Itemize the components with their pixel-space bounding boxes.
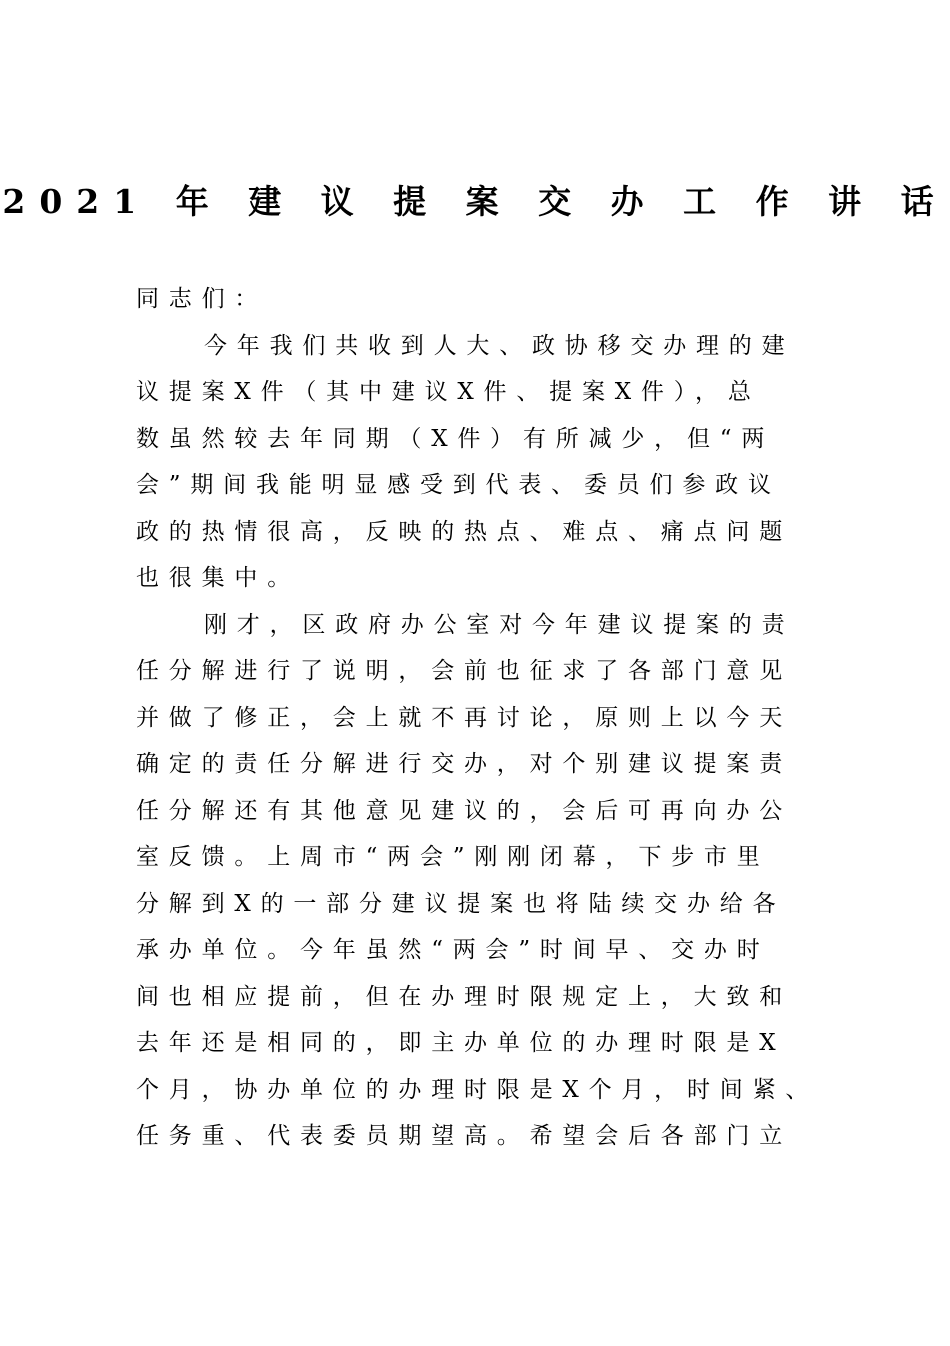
salutation-line: 同志们： bbox=[136, 286, 268, 312]
document-body bbox=[136, 276, 856, 1160]
paragraph-1-line-3: 数虽然较去年同期（X件）有所减少，但“两 bbox=[136, 425, 775, 452]
paragraph-2-line-8: 承办单位。今年虽然“两会”时间早、交办时 bbox=[136, 937, 770, 963]
paragraph-2-line-5: 任分解还有其他意见建议的，会后可再向办公 bbox=[136, 797, 792, 824]
paragraph-1-line-4: 会”期间我能明显感受到代表、委员们参政议 bbox=[136, 472, 781, 498]
paragraph-2-line-7: 分解到X的一部分建议提案也将陆续交办给各 bbox=[136, 890, 786, 917]
paragraph-2-line-10: 去年还是相同的，即主办单位的办理时限是X bbox=[136, 1030, 786, 1056]
paragraph-2-line-9: 间也相应提前，但在办理时限规定上，大致和 bbox=[136, 983, 792, 1010]
paragraph-2-line-6: 室反馈。上周市“两会”刚刚闭幕，下步市里 bbox=[136, 844, 770, 870]
paragraph-2-line-3: 并做了修正，会上就不再讨论，原则上以今天 bbox=[136, 704, 792, 731]
paragraph-1-line-1: 今年我们共收到人大、政协移交办理的建 bbox=[204, 332, 795, 359]
paragraph-1-line-5: 政的热情很高，反映的热点、难点、痛点问题 bbox=[136, 518, 792, 545]
paragraph-2-line-2: 任分解进行了说明，会前也征求了各部门意见 bbox=[136, 658, 792, 684]
paragraph-2-line-12: 任务重、代表委员期望高。希望会后各部门立 bbox=[136, 1123, 792, 1149]
document-title: 2021 年 建 议 提 案 交 办 工 作 讲 话 bbox=[2, 182, 948, 221]
paragraph-2-line-11: 个月，协办单位的办理时限是X个月，时间紧、 bbox=[136, 1076, 819, 1103]
paragraph-2-line-4: 确定的责任分解进行交办，对个别建议提案责 bbox=[136, 751, 792, 777]
paragraph-1-line-2: 议提案X件（其中建议X件、提案X件），总 bbox=[136, 379, 761, 405]
paragraph-1-line-6: 也很集中。 bbox=[136, 565, 300, 591]
paragraph-2-line-1: 刚才，区政府办公室对今年建议提案的责 bbox=[204, 611, 795, 638]
